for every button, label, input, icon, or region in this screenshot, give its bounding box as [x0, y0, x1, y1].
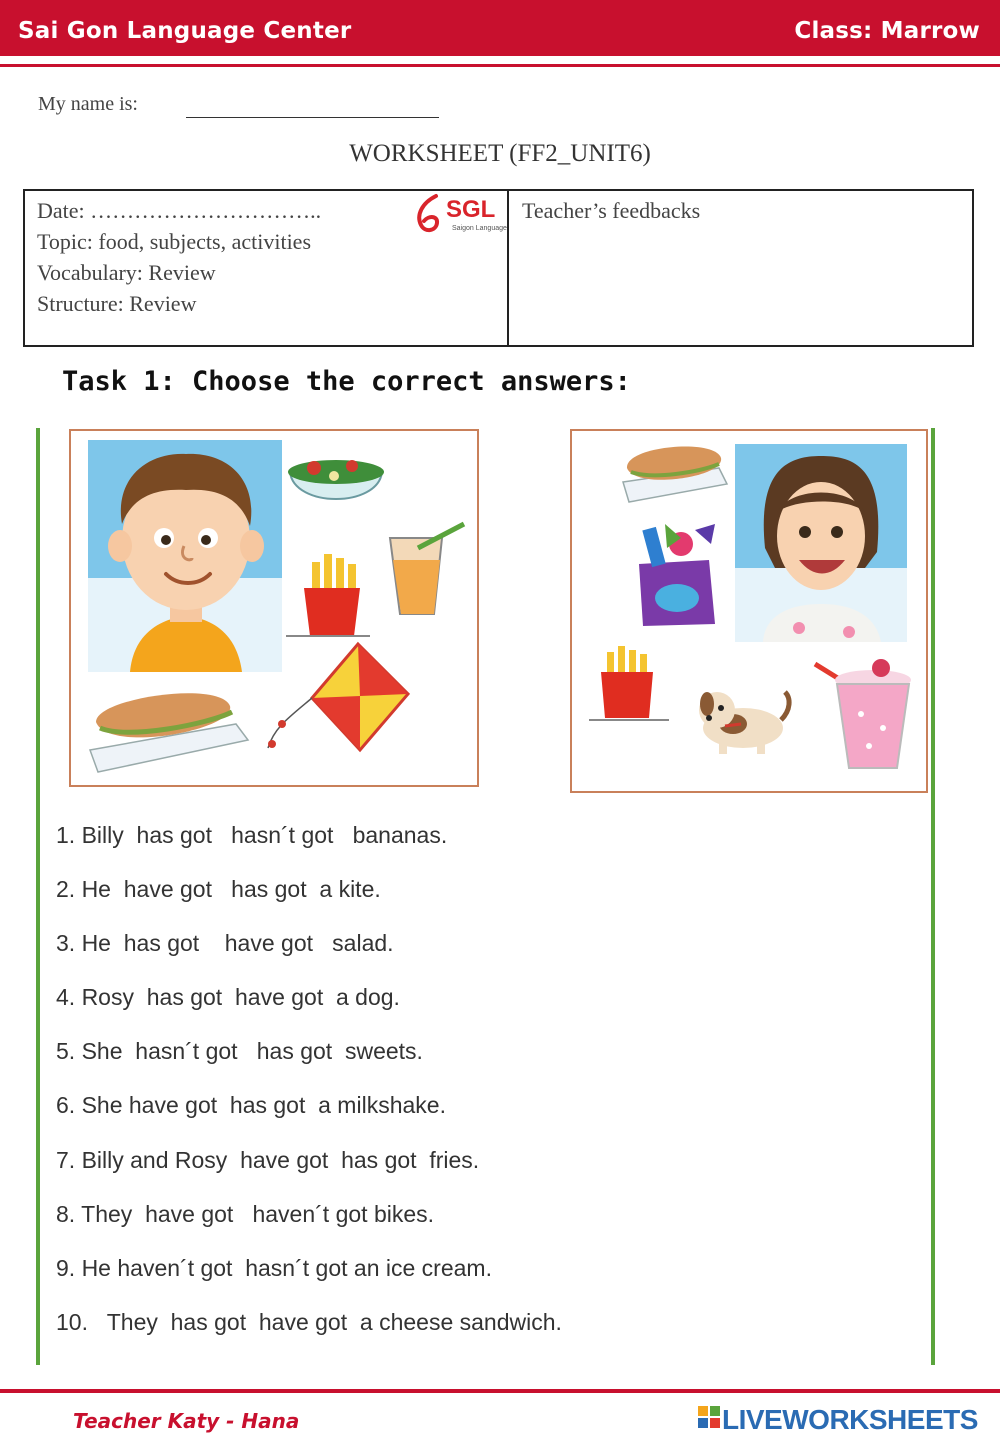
- rosy-picture-panel: [569, 428, 931, 796]
- left-green-rule: [36, 428, 40, 1365]
- sentence-4: 4. Rosy has got have got a dog.: [56, 984, 400, 1010]
- teacher-name: Teacher Katy - Hana: [73, 1409, 300, 1433]
- sentence-10: 10. They has got have got a cheese sandwich.: [56, 1309, 562, 1335]
- boy-icon: [88, 440, 282, 672]
- center-name: Sai Gon Language Center: [18, 18, 352, 44]
- teacher-feedback-label: Teacher’s feedbacks: [522, 198, 701, 223]
- vocabulary-line: Vocabulary: Review: [37, 260, 216, 285]
- sentence-1: 1. Billy has got hasn´t got bananas.: [56, 822, 448, 848]
- class-label: Class: Marrow: [794, 18, 980, 44]
- liveworksheets-logo-icon: [698, 1406, 720, 1430]
- liveworksheets-brand[interactable]: LIVEWORKSHEETS: [722, 1404, 978, 1435]
- billy-picture-panel: [68, 428, 482, 790]
- sgl-logo: [412, 193, 508, 237]
- sentence-8: 8. They have got haven´t got bikes.: [56, 1201, 435, 1227]
- footer-rule: [0, 1389, 1000, 1393]
- sgl-logo-text: SGL: [446, 196, 496, 223]
- name-field-line[interactable]: [186, 117, 439, 118]
- name-label: My name is:: [38, 93, 138, 115]
- worksheet-title: WORKSHEET (FF2_UNIT6): [349, 140, 651, 167]
- sgl-swirl-icon: [412, 193, 448, 237]
- girl-icon: [735, 444, 907, 642]
- sentence-9: 9. He haven´t got hasn´t got an ice cream.: [56, 1255, 492, 1281]
- structure-line: Structure: Review: [37, 291, 197, 316]
- right-green-rule: [931, 428, 935, 1365]
- sentence-5: 5. She hasn´t got has got sweets.: [56, 1038, 423, 1064]
- topic-line: Topic: food, subjects, activities: [37, 229, 312, 254]
- sentence-7: 7. Billy and Rosy have got has got fries.: [56, 1147, 480, 1173]
- sentence-6: 6. She have got has got a milkshake.: [56, 1092, 446, 1118]
- sentence-2: 2. He have got has got a kite.: [56, 876, 381, 902]
- sentence-3: 3. He has got have got salad.: [56, 930, 394, 956]
- header-rule: [0, 64, 1000, 67]
- sgl-logo-subtext: Saigon Language: [452, 225, 507, 232]
- date-line: Date: …………………………..: [37, 198, 322, 223]
- task-title: Task 1: Choose the correct answers:: [62, 366, 631, 397]
